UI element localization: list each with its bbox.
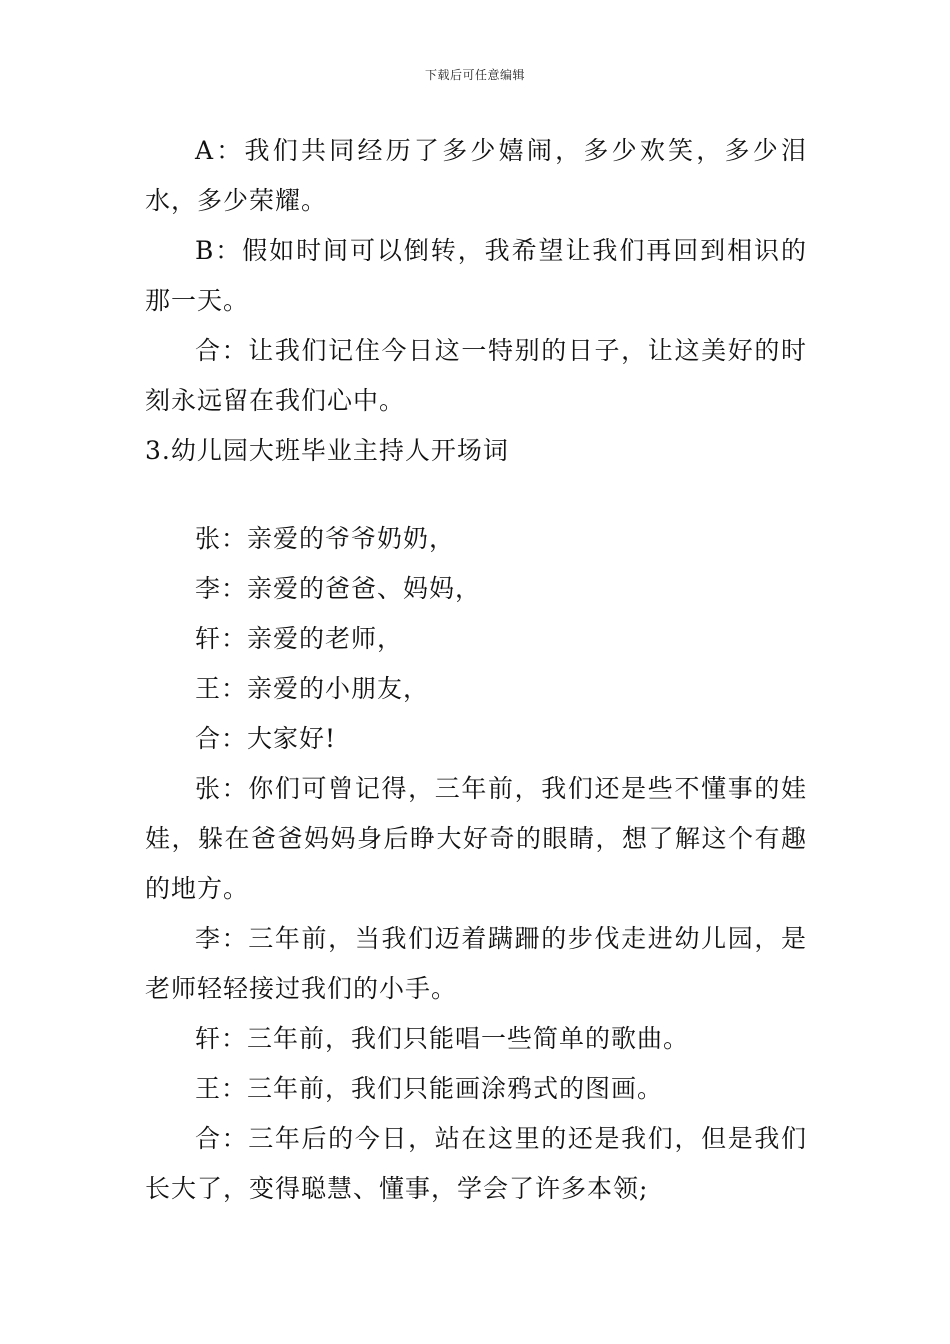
- dialogue-line: 王：亲爱的小朋友，: [195, 674, 430, 703]
- dialogue-line: 李：三年前，当我们迈着蹒跚的步伐走进幼儿园，是老师轻轻接过我们的小手。: [145, 924, 807, 1003]
- dialogue-line: 李：亲爱的爸爸、妈妈，: [195, 574, 482, 603]
- dialogue-line: A：我们共同经历了多少嬉闹，多少欢笑，多少泪水，多少荣耀。: [145, 136, 807, 215]
- section-spacer: [145, 476, 807, 514]
- dialogue-line: 合：大家好!: [195, 724, 337, 753]
- dialogue-line: 轩：三年前，我们只能唱一些简单的歌曲。: [195, 1024, 690, 1053]
- section-heading: 3.幼儿园大班毕业主持人开场词: [145, 436, 509, 465]
- page-header-note: 下载后可任意编辑: [424, 68, 525, 82]
- dialogue-line: 合：让我们记住今日这一特别的日子，让这美好的时刻永远留在我们心中。: [145, 336, 807, 415]
- dialogue-line: 张：亲爱的爷爷奶奶，: [195, 524, 456, 553]
- dialogue-line: B：假如时间可以倒转，我希望让我们再回到相识的那一天。: [145, 236, 807, 315]
- dialogue-line: 张：你们可曾记得，三年前，我们还是些不懂事的娃娃，躲在爸爸妈妈身后睁大好奇的眼睛，想了解这个有趣的地方。: [145, 774, 807, 903]
- dialogue-line: 王：三年前，我们只能画涂鸦式的图画。: [195, 1074, 664, 1103]
- document-body: [145, 126, 807, 1214]
- dialogue-line: 轩：亲爱的老师，: [195, 624, 404, 653]
- dialogue-line: 合：三年后的今日，站在这里的还是我们，但是我们长大了，变得聪慧、懂事，学会了许多本领;: [145, 1124, 807, 1203]
